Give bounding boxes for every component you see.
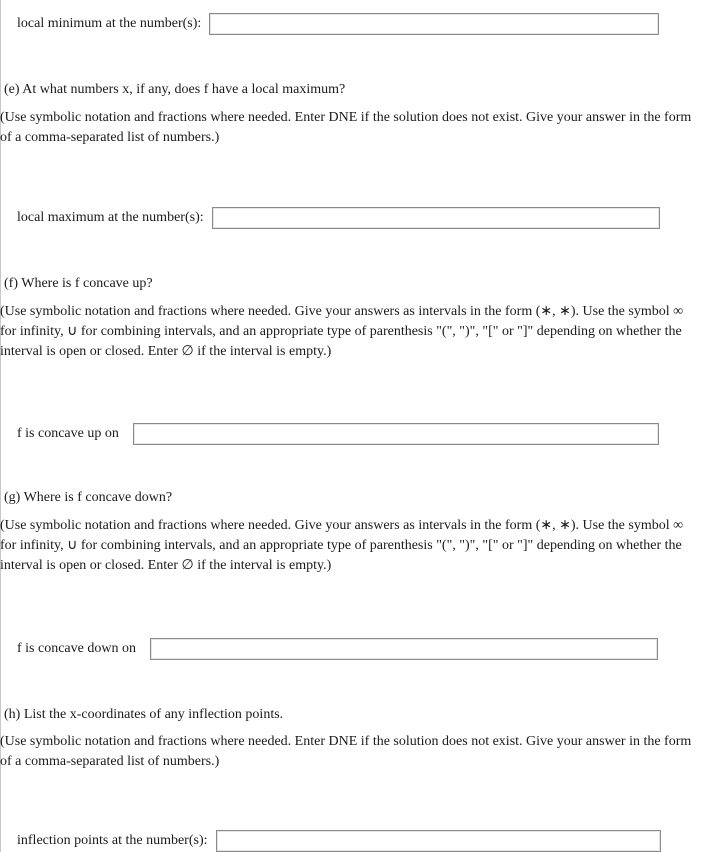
concave-up-row <box>17 423 659 445</box>
note-g: (Use symbolic notation and fractions where needed. Give your answers as intervals in the form (∗, ∗). Use the symbol ∞ for infinity, ∪ for combining intervals, and an appropriate type of parenthesis "(", ")", "[" or "]" depending on whether the interval is open or closed. Enter ∅ if the interval is empty.) <box>0 518 684 573</box>
local-minimum-row <box>17 13 659 35</box>
question-h: (h) List the x-coordinates of any inflection points. <box>4 707 284 722</box>
note-f: (Use symbolic notation and fractions where needed. Give your answers as intervals in the form (∗, ∗). Use the symbol ∞ for infinity, ∪ for combining intervals, and an appropriate type of parenthesis "(", ")", "[" or "]" depending on whether the interval is open or closed. Enter ∅ if the interval is empty.) <box>0 304 684 359</box>
local-maximum-label: local maximum at the number(s): <box>17 210 204 225</box>
local-maximum-row <box>17 207 660 229</box>
concave-up-label: f is concave up on <box>17 426 119 441</box>
local-minimum-input[interactable] <box>209 13 659 35</box>
question-f: (f) Where is f concave up? <box>4 276 153 291</box>
concave-up-input[interactable] <box>133 423 659 445</box>
note-h: (Use symbolic notation and fractions where needed. Enter DNE if the solution does not exist. Give your answer in the form of a comma-separated list of numbers.) <box>0 734 692 769</box>
inflection-points-label: inflection points at the number(s): <box>17 833 208 848</box>
local-minimum-label: local minimum at the number(s): <box>17 16 202 31</box>
question-g: (g) Where is f concave down? <box>4 490 173 505</box>
concave-down-label: f is concave down on <box>17 641 136 656</box>
question-e: (e) At what numbers x, if any, does f have a local maximum? <box>4 82 346 97</box>
inflection-points-row <box>17 830 661 852</box>
note-e: (Use symbolic notation and fractions where needed. Enter DNE if the solution does not exist. Give your answer in the form of a comma-separated list of numbers.) <box>0 110 692 145</box>
concave-down-row <box>17 638 658 660</box>
concave-down-input[interactable] <box>150 638 658 660</box>
local-maximum-input[interactable] <box>212 207 660 229</box>
inflection-points-input[interactable] <box>216 830 661 852</box>
